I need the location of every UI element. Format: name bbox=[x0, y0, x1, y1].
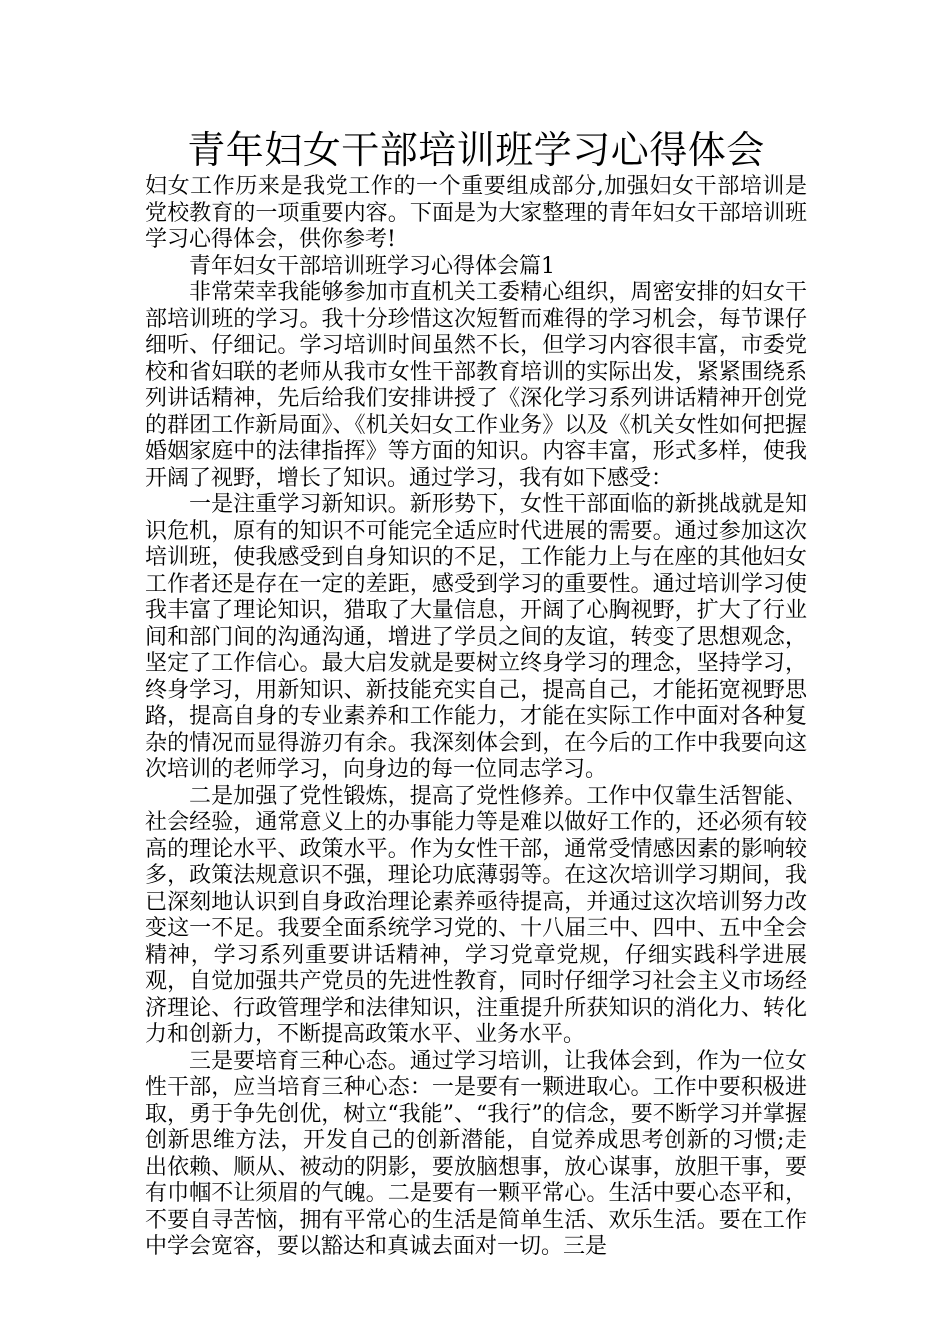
body-paragraph-4: 三是要培育三种心态。通过学习培训，让我体会到，作为一位女性干部，应当培育三种心态：一是要有一颗进取心。工作中要积极进取，勇于争先创优，树立“我能”、“我行”的信念，要不断学习并掌握创新思维方法，开发自己的创新潜能，自觉养成思考创新的习惯;走出依赖、顺从、被动的阴影，要放脑想事，放心谋事，放胆干事，要有巾帼不让须眉的气魄。二是要有一颗平常心。生活中要心态平和，不要自寻苦恼，拥有平常心的生活是简单生活、欢乐生活。要在工作中学会宽容，要以豁达和真诚去面对一切。三是 bbox=[145, 1048, 807, 1259]
body-paragraph-2: 一是注重学习新知识。新形势下，女性干部面临的新挑战就是知识危机，原有的知识不可能完全适应时代进展的需要。通过参加这次培训班，使我感受到自身知识的不足，工作能力上与在座的其他妇女工作者还是存在一定的差距，感受到学习的重要性。通过培训学习使我丰富了理论知识，猎取了大量信息，开阔了心胸视野，扩大了行业间和部门间的沟通沟通，增进了学员之间的友谊，转变了思想观念，坚定了工作信心。最大启发就是要树立终身学习的理念，坚持学习，终身学习，用新知识、新技能充实自己，提高自己，才能拓宽视野思路，提高自身的专业素养和工作能力，才能在实际工作中面对各种复杂的情况而显得游刃有余。我深刻体会到，在今后的工作中我要向这次培训的老师学习，向身边的每一位同志学习。 bbox=[145, 492, 807, 782]
document-page bbox=[145, 126, 807, 1261]
intro-paragraph: 妇女工作历来是我党工作的一个重要组成部分,加强妇女干部培训是党校教育的一项重要内容。下面是为大家整理的青年妇女干部培训班学习心得体会，供你参考! bbox=[145, 174, 807, 252]
section-heading: 青年妇女干部培训班学习心得体会篇1 bbox=[189, 253, 555, 279]
body-paragraph-3: 二是加强了党性锻炼，提高了党性修养。工作中仅靠生活智能、社会经验，通常意义上的办事能力等是难以做好工作的，还必须有较高的理论水平、政策水平。作为女性干部，通常受情感因素的影响较多，政策法规意识不强，理论功底薄弱等。在这次培训学习期间，我已深刻地认识到自身政治理论素养亟待提高，并通过这次培训努力改变这一不足。我要全面系统学习党的、十八届三中、四中、五中全会精神，学习系列重要讲话精神，学习党章党规，仔细实践科学进展观，自觉加强共产党员的先进性教育，同时仔细学习社会主义市场经济理论、行政管理学和法律知识，注重提升所获知识的消化力、转化力和创新力，不断提高政策水平、业务水平。 bbox=[145, 783, 807, 1047]
body-paragraph-1: 非常荣幸我能够参加市直机关工委精心组织，周密安排的妇女干部培训班的学习。我十分珍惜这次短暂而难得的学习机会，每节课仔细听、仔细记。学习培训时间虽然不长，但学习内容很丰富，市委党校和省妇联的老师从我市女性干部教育培训的实际出发，紧紧围绕系列讲话精神，先后给我们安排讲授了《深化学习系列讲话精神开创党的群团工作新局面》、《机关妇女工作业务》以及《机关女性如何把握婚姻家庭中的法律指挥》等方面的知识。内容丰富，形式多样，使我开阔了视野，增长了知识。通过学习，我有如下感受： bbox=[145, 280, 807, 491]
document-title: 青年妇女干部培训班学习心得体会 bbox=[187, 128, 765, 172]
